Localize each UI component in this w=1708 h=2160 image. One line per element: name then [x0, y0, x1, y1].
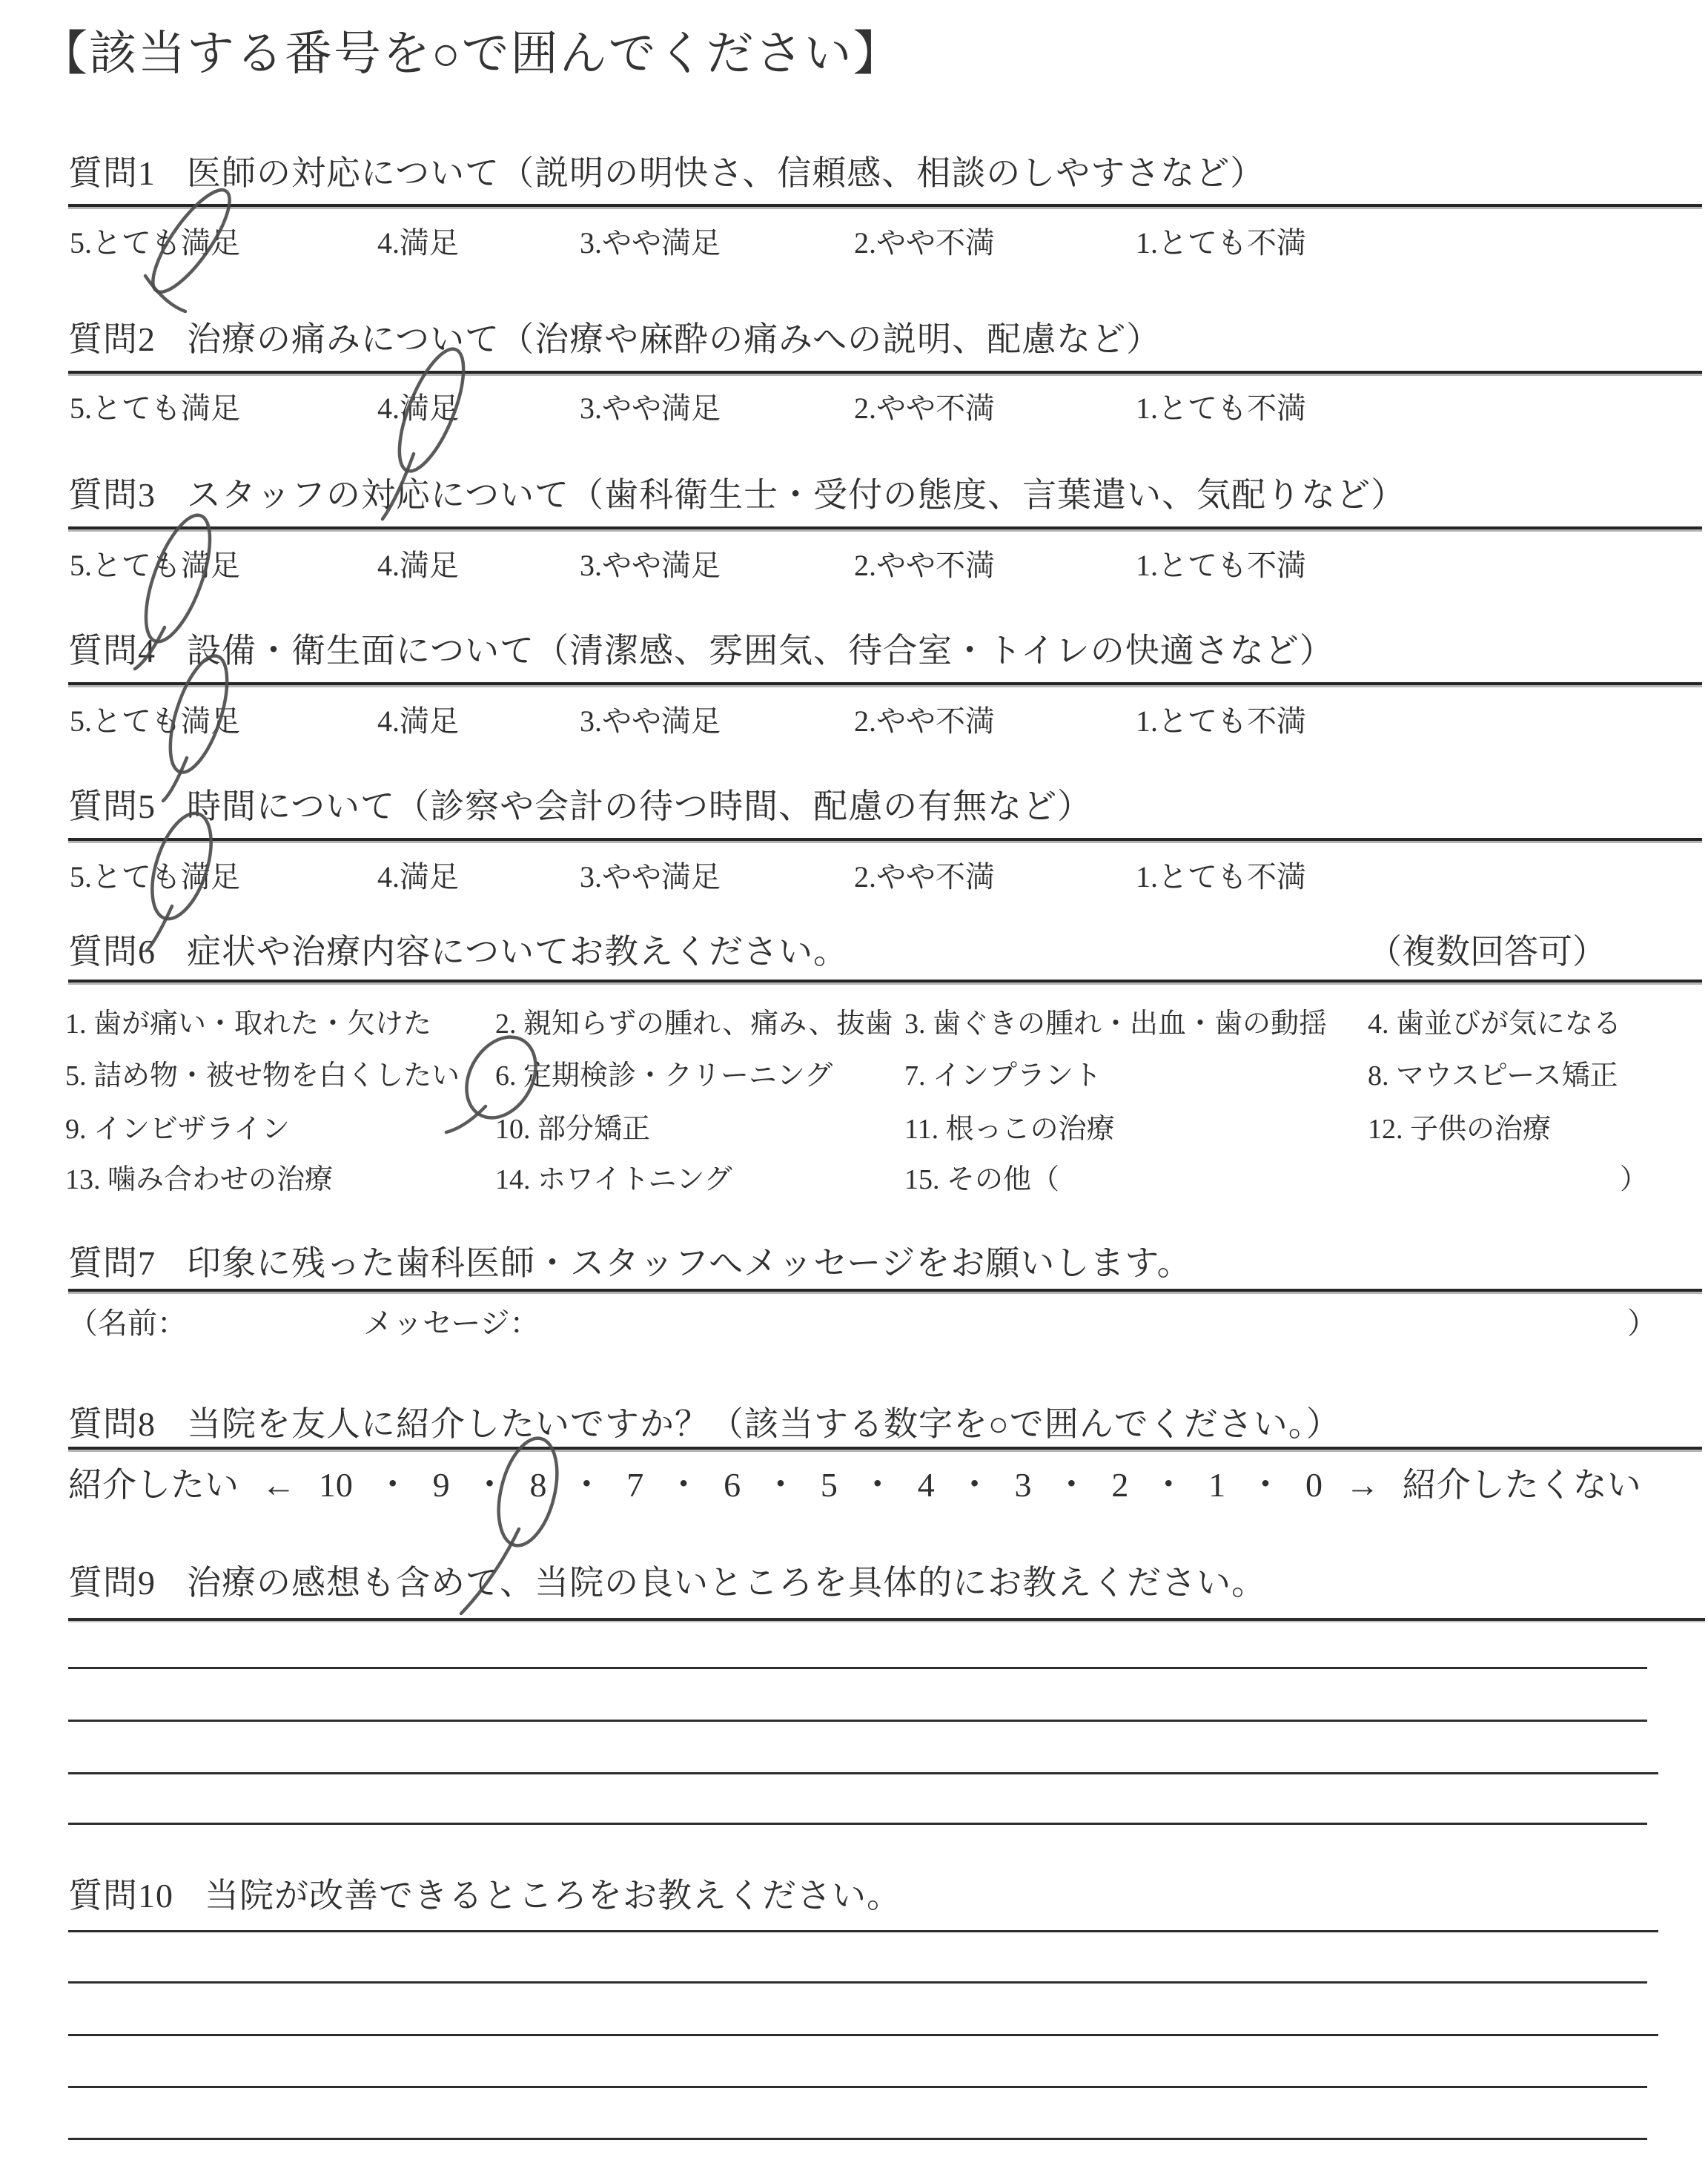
q3-title: スタッフの対応について（歯科衛生士・受付の態度、言葉遣い、気配りなど）	[187, 476, 1406, 514]
q4-options	[70, 698, 1704, 736]
q6-item-9: 9. インビザライン	[65, 1114, 290, 1145]
q1-separator	[68, 204, 1702, 207]
q6-item-13: 13. 噛み合わせの治療	[65, 1164, 334, 1195]
q3-option-5: 5.とても満足	[70, 549, 240, 582]
q6-item-15: 15. その他（	[904, 1164, 1060, 1195]
q5-option-4: 4.満足	[377, 860, 459, 894]
nps-left-label: 紹介したい	[68, 1466, 239, 1504]
nps-value-8: 8	[529, 1466, 547, 1504]
dot-separator: ・	[569, 1466, 604, 1504]
q9-answer-line	[68, 1618, 1705, 1621]
nps-value-1: 1	[1208, 1466, 1226, 1504]
q4-option-3: 3.やや満足	[580, 704, 721, 738]
q6-separator	[68, 980, 1702, 982]
dot-separator: ・	[957, 1466, 992, 1504]
q10-answer-line	[68, 1930, 1658, 1932]
q4-separator	[68, 682, 1702, 685]
q6-item-4: 4. 歯並びが気になる	[1368, 1008, 1622, 1040]
q7-name-field-label: （名前：	[68, 1307, 187, 1340]
q6-item-12: 12. 子供の治療	[1368, 1114, 1552, 1145]
q2-separator	[68, 371, 1702, 374]
q9-header	[68, 1564, 1266, 1603]
q5-label: 質問5	[68, 787, 156, 825]
q1-options	[70, 219, 1704, 258]
q8-label: 質問8	[68, 1405, 156, 1443]
q1-option-5: 5.とても満足	[70, 226, 240, 260]
q8-nps-scale	[68, 1458, 1641, 1507]
q5-option-3: 3.やや満足	[580, 860, 721, 894]
q6-item-15-close-paren: ）	[1620, 1164, 1649, 1195]
q6-item-10: 10. 部分矯正	[495, 1114, 651, 1145]
q1-title: 医師の対応について（説明の明快さ、信頼感、相談のしやすさなど）	[187, 154, 1265, 192]
q8-title: 当院を友人に紹介したいですか？（該当する数字を○で囲んでください。）	[187, 1405, 1341, 1443]
q1-option-3: 3.やや満足	[580, 226, 721, 260]
dot-separator: ・	[860, 1466, 895, 1504]
q7-message-field-label: メッセージ：	[363, 1307, 540, 1340]
q3-options	[70, 542, 1704, 581]
q9-answer-line	[68, 1772, 1658, 1774]
q3-option-4: 4.満足	[377, 549, 459, 582]
nps-value-2: 2	[1111, 1466, 1129, 1504]
nps-value-10: 10	[318, 1466, 353, 1504]
q6-item-2: 2. 親知らずの腫れ、痛み、抜歯	[495, 1008, 893, 1040]
q4-option-5: 5.とても満足	[70, 704, 240, 738]
q6-item-11: 11. 根っこの治療	[904, 1114, 1115, 1145]
right-arrow-icon: →	[1345, 1466, 1380, 1504]
page-title: 【該当する番号を○で囲んでください】	[40, 27, 902, 80]
dot-separator: ・	[763, 1466, 798, 1504]
q6-item-7: 7. インプラント	[904, 1060, 1102, 1091]
q4-option-1: 1.とても不満	[1136, 704, 1306, 738]
q2-option-5: 5.とても満足	[70, 392, 240, 425]
q6-item-5: 5. 詰め物・被せ物を白くしたい	[65, 1060, 460, 1091]
q1-header	[68, 154, 1265, 194]
q2-label: 質問2	[68, 320, 156, 358]
q4-label: 質問4	[68, 632, 156, 670]
nps-value-5: 5	[820, 1466, 838, 1504]
q1-option-4: 4.満足	[377, 226, 459, 260]
q5-separator	[68, 838, 1702, 841]
nps-value-6: 6	[724, 1466, 741, 1504]
dot-separator: ・	[472, 1466, 507, 1504]
q2-option-1: 1.とても不満	[1136, 392, 1306, 425]
q3-separator	[68, 526, 1702, 529]
q4-option-2: 2.やや不満	[854, 704, 995, 738]
q10-label: 質問10	[68, 1877, 173, 1915]
q4-title: 設備・衛生面について（清潔感、雰囲気、待合室・トイレの快適さなど）	[187, 632, 1334, 670]
nps-right-label: 紹介したくない	[1402, 1466, 1641, 1504]
q10-answer-line	[68, 2138, 1647, 2140]
nps-value-0: 0	[1305, 1466, 1323, 1504]
q2-header	[68, 320, 1161, 360]
q10-answer-line	[68, 2034, 1658, 2036]
q6-label: 質問6	[68, 933, 156, 971]
q7-title: 印象に残った歯科医師・スタッフへメッセージをお願いします。	[187, 1244, 1192, 1282]
q8-separator	[68, 1447, 1702, 1450]
q2-options	[70, 385, 1704, 423]
q10-answer-line	[68, 1981, 1647, 1984]
q2-option-2: 2.やや不満	[854, 392, 995, 425]
q1-option-2: 2.やや不満	[854, 226, 995, 260]
q10-header	[68, 1877, 901, 1916]
q5-header	[68, 787, 1092, 827]
q6-item-1: 1. 歯が痛い・取れた・欠けた	[65, 1008, 432, 1040]
dot-separator: ・	[1054, 1466, 1089, 1504]
q9-answer-line	[68, 1823, 1647, 1825]
q6-header	[68, 933, 848, 972]
q4-option-4: 4.満足	[377, 704, 459, 738]
q7-close-paren: ）	[1627, 1307, 1657, 1340]
q6-item-8: 8. マウスピース矯正	[1368, 1060, 1618, 1091]
q7-header	[68, 1244, 1192, 1284]
nps-value-3: 3	[1014, 1466, 1032, 1504]
q6-item-14: 14. ホワイトニング	[495, 1164, 732, 1195]
q7-separator	[68, 1289, 1702, 1292]
q9-answer-line	[68, 1667, 1647, 1669]
q5-title: 時間について（診察や会計の待つ時間、配慮の有無など）	[187, 787, 1093, 825]
q3-option-3: 3.やや満足	[580, 549, 721, 582]
q3-option-1: 1.とても不満	[1136, 549, 1306, 582]
dot-separator: ・	[1151, 1466, 1186, 1504]
dot-separator: ・	[1248, 1466, 1283, 1504]
q6-title: 症状や治療内容についてお教えください。	[187, 933, 849, 971]
q10-title: 当院が改善できるところをお教えください。	[205, 1877, 901, 1915]
q10-answer-line	[68, 2086, 1647, 2088]
q5-option-2: 2.やや不満	[854, 860, 995, 894]
q7-answer-row	[68, 1300, 1702, 1338]
q2-option-3: 3.やや満足	[580, 392, 721, 425]
dot-separator: ・	[375, 1466, 410, 1504]
nps-value-9: 9	[432, 1466, 450, 1504]
q5-option-1: 1.とても不満	[1136, 860, 1306, 894]
q6-item-3: 3. 歯ぐきの腫れ・出血・歯の動揺	[904, 1008, 1328, 1040]
q5-option-5: 5.とても満足	[70, 860, 240, 894]
q4-header	[68, 632, 1334, 671]
q7-label: 質問7	[68, 1244, 156, 1282]
q2-title: 治療の痛みについて（治療や麻酔の痛みへの説明、配慮など）	[187, 320, 1162, 358]
q3-header	[68, 476, 1406, 515]
nps-value-4: 4	[917, 1466, 935, 1504]
q3-option-2: 2.やや不満	[854, 549, 995, 582]
nps-value-7: 7	[626, 1466, 644, 1504]
q1-option-1: 1.とても不満	[1136, 226, 1306, 260]
q5-options	[70, 853, 1704, 892]
q9-answer-line	[68, 1720, 1647, 1722]
q9-title: 治療の感想も含めて、当院の良いところを具体的にお教えください。	[187, 1564, 1267, 1602]
dot-separator: ・	[666, 1466, 701, 1504]
q1-label: 質問1	[68, 154, 156, 192]
q3-label: 質問3	[68, 476, 156, 514]
q6-multiple-answers-note: （複数回答可）	[1368, 933, 1606, 971]
q6-item-6: 6. 定期検診・クリーニング	[495, 1060, 833, 1091]
q9-label: 質問9	[68, 1564, 156, 1602]
q8-header	[68, 1405, 1341, 1444]
q2-option-4: 4.満足	[377, 392, 459, 425]
left-arrow-icon: ←	[261, 1466, 296, 1504]
